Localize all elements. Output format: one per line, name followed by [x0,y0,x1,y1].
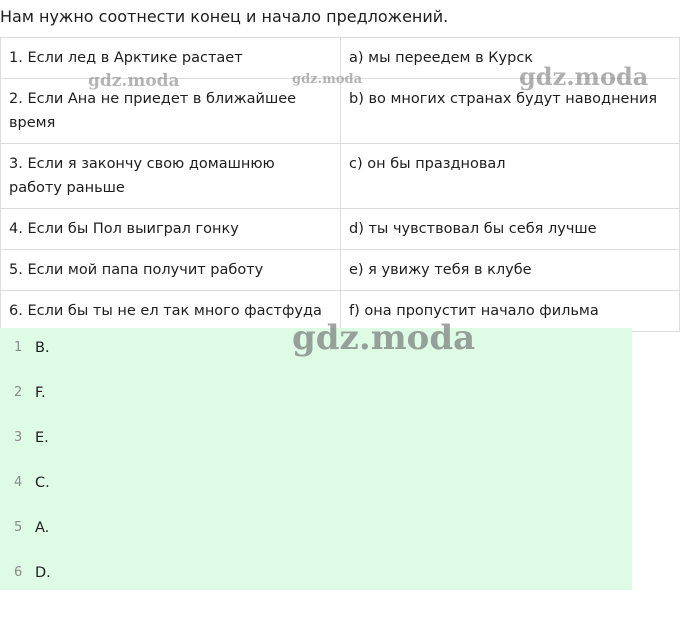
answer-number: 1 [14,340,23,355]
sentence-end: b) во многих странах будут наводнения [341,79,680,144]
sentence-end: e) я увижу тебя в клубе [341,250,680,291]
answer-block [0,328,632,590]
answer-number: 6 [14,565,23,580]
answer-number: 2 [14,385,23,400]
table-row [1,79,680,144]
sentence-end: d) ты чувствовал бы себя лучше [341,209,680,250]
table-row [1,209,680,250]
matching-table [0,37,680,332]
answer-number: 3 [14,430,23,445]
sentence-start: 4. Если бы Пол выиграл гонку [1,209,341,250]
table-row [1,38,680,79]
sentence-start: 3. Если я закончу свою домашнюю работу раньше [1,144,341,209]
table-row [1,250,680,291]
answer-value: E. [35,430,49,446]
watermark: gdz.moda [292,72,363,87]
watermark: gdz.moda [292,318,476,358]
answer-value: D. [35,565,51,581]
sentence-end: c) он бы праздновал [341,144,680,209]
watermark: gdz.moda [88,71,180,91]
answer-value: A. [35,520,50,536]
answer-value: C. [35,475,50,491]
sentence-start: 5. Если мой папа получит работу [1,250,341,291]
answer-number: 4 [14,475,23,490]
table-row [1,291,680,332]
task-heading: Нам нужно соотнести конец и начало предложений. [0,7,449,26]
watermark: gdz.moda [519,62,649,91]
answer-value: F. [35,385,46,401]
table-row [1,144,680,209]
sentence-start: 2. Если Ана не приедет в ближайшее время [1,79,341,144]
answer-value: B. [35,340,50,356]
answer-number: 5 [14,520,23,535]
sentence-end: f) она пропустит начало фильма [341,291,680,332]
sentence-end: a) мы переедем в Курск [341,38,680,79]
sentence-start: 6. Если бы ты не ел так много фастфуда [1,291,341,332]
sentence-start: 1. Если лед в Арктике растает [1,38,341,79]
